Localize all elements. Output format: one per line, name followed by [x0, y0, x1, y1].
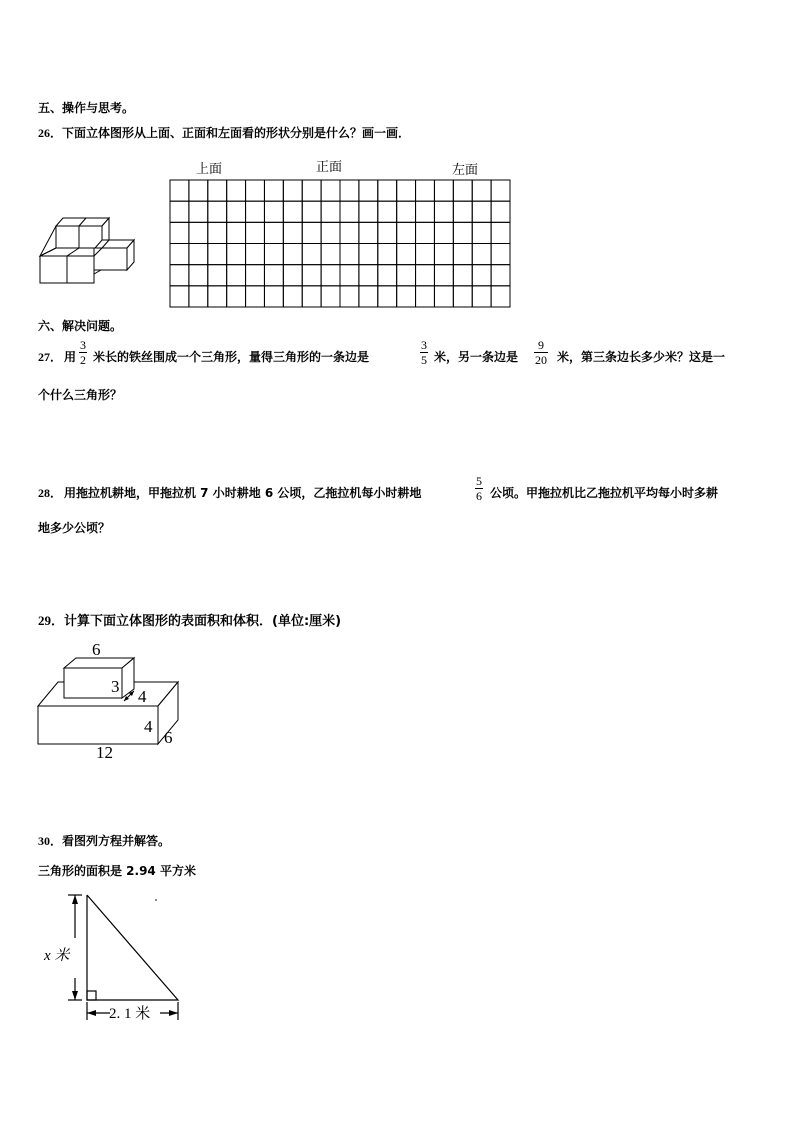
grid-cell[interactable] — [453, 201, 472, 222]
question-30 — [38, 833, 170, 849]
cube-front — [67, 256, 94, 283]
grid-cell[interactable] — [434, 222, 453, 243]
grid-cell[interactable] — [208, 244, 227, 265]
question-26 — [38, 125, 410, 141]
grid-cell[interactable] — [416, 180, 435, 201]
grid-cell[interactable] — [208, 222, 227, 243]
grid-cell[interactable] — [283, 222, 302, 243]
grid-cell[interactable] — [264, 222, 283, 243]
grid-cell[interactable] — [378, 201, 397, 222]
grid-cell[interactable] — [321, 244, 340, 265]
grid-cell[interactable] — [359, 201, 378, 222]
grid-cell[interactable] — [321, 222, 340, 243]
grid-cell[interactable] — [491, 180, 510, 201]
fraction-5-6 — [475, 475, 483, 502]
fraction-3-5 — [420, 339, 428, 366]
section-5-heading: 五、操作与思考。 — [38, 101, 135, 115]
grid-cell[interactable] — [264, 244, 283, 265]
drawing-grid[interactable] — [169, 179, 512, 309]
question-28-number: 28． — [38, 486, 63, 500]
grid-cell[interactable] — [189, 201, 208, 222]
grid-cell[interactable] — [208, 286, 227, 307]
grid-cell[interactable] — [283, 244, 302, 265]
grid-cell[interactable] — [359, 244, 378, 265]
grid-cell[interactable] — [416, 286, 435, 307]
grid-cell[interactable] — [359, 286, 378, 307]
grid-cell[interactable] — [397, 286, 416, 307]
grid-cell[interactable] — [434, 180, 453, 201]
grid-cell[interactable] — [246, 180, 265, 201]
grid-cell[interactable] — [189, 244, 208, 265]
fraction-numerator: 9 — [538, 338, 544, 352]
grid-cell[interactable] — [283, 201, 302, 222]
grid-cell[interactable] — [227, 201, 246, 222]
grid-cell[interactable] — [397, 201, 416, 222]
grid-cell[interactable] — [170, 201, 189, 222]
grid-cell[interactable] — [283, 286, 302, 307]
grid-cell[interactable] — [472, 201, 491, 222]
grid-cell[interactable] — [170, 244, 189, 265]
fraction-numerator: 5 — [476, 474, 482, 488]
grid-cell[interactable] — [453, 265, 472, 286]
grid-cell[interactable] — [491, 222, 510, 243]
grid-cell[interactable] — [453, 286, 472, 307]
question-28 — [38, 474, 778, 505]
grid-cell[interactable] — [434, 265, 453, 286]
grid-cell[interactable] — [472, 286, 491, 307]
grid-cell[interactable] — [246, 286, 265, 307]
grid-label-top: 上面 — [196, 162, 223, 177]
grid-cell[interactable] — [302, 244, 321, 265]
fraction-denominator: 20 — [535, 353, 547, 367]
dim-top-width: 4 — [138, 687, 147, 706]
grid-cell[interactable] — [434, 244, 453, 265]
grid-cell[interactable] — [227, 265, 246, 286]
question-26-number: 26． — [38, 126, 63, 140]
grid-cell[interactable] — [264, 265, 283, 286]
grid-cell[interactable] — [397, 222, 416, 243]
grid-cell[interactable] — [472, 180, 491, 201]
grid-cell[interactable] — [434, 286, 453, 307]
grid-cell[interactable] — [340, 222, 359, 243]
grid-cell[interactable] — [264, 286, 283, 307]
grid-cell[interactable] — [283, 180, 302, 201]
grid-cell[interactable] — [340, 286, 359, 307]
cube-front — [40, 256, 67, 283]
grid-cell[interactable] — [491, 265, 510, 286]
grid-cell[interactable] — [302, 286, 321, 307]
grid-cell[interactable] — [246, 222, 265, 243]
grid-cell[interactable] — [340, 244, 359, 265]
grid-cell[interactable] — [453, 180, 472, 201]
section-6-heading: 六、解决问题。 — [38, 319, 123, 333]
question-28-text-1: 用拖拉机耕地，甲拖拉机 7 小时耕地 6 公顷，乙拖拉机每小时耕地 — [64, 486, 422, 500]
fraction-denominator: 6 — [476, 489, 482, 503]
grid-cell[interactable] — [472, 265, 491, 286]
grid-cell[interactable] — [416, 201, 435, 222]
grid-cell[interactable] — [246, 265, 265, 286]
question-26-text: 下面立体图形从上面、正面和左面看的形状分别是什么？画一画． — [62, 126, 411, 140]
dim-base-width: 6 — [164, 728, 173, 747]
base-front-face — [38, 706, 158, 744]
question-29-text: 计算下面立体图形的表面积和体积．(单位:厘米) — [64, 614, 342, 629]
grid-cell[interactable] — [397, 180, 416, 201]
grid-cell[interactable] — [302, 180, 321, 201]
grid-cell[interactable] — [283, 265, 302, 286]
grid-cell[interactable] — [416, 265, 435, 286]
grid-cell[interactable] — [453, 222, 472, 243]
grid-cell[interactable] — [416, 222, 435, 243]
grid-cell[interactable] — [170, 265, 189, 286]
grid-cell[interactable] — [359, 222, 378, 243]
question-29-number: 29． — [38, 613, 65, 628]
grid-cell[interactable] — [472, 244, 491, 265]
question-29 — [38, 613, 341, 630]
grid-cell[interactable] — [302, 222, 321, 243]
grid-cell[interactable] — [208, 201, 227, 222]
grid-cell[interactable] — [321, 286, 340, 307]
fraction-numerator: 3 — [80, 338, 86, 352]
grid-cell[interactable] — [189, 180, 208, 201]
grid-cell[interactable] — [227, 244, 246, 265]
triangle-outline — [87, 895, 178, 1000]
grid-cell[interactable] — [453, 244, 472, 265]
grid-cell[interactable] — [321, 265, 340, 286]
grid-cell[interactable] — [378, 180, 397, 201]
grid-cell[interactable] — [189, 222, 208, 243]
grid-cell[interactable] — [340, 265, 359, 286]
grid-cell[interactable] — [378, 286, 397, 307]
fraction-3-2 — [79, 339, 87, 366]
grid-cell[interactable] — [359, 265, 378, 286]
grid-cell[interactable] — [246, 244, 265, 265]
stacked-cuboid-figure — [36, 638, 186, 764]
grid-label-front: 正面 — [316, 160, 343, 175]
dim-top-length: 6 — [92, 640, 101, 659]
grid-cell[interactable] — [397, 265, 416, 286]
grid-cell[interactable] — [491, 286, 510, 307]
question-27-number: 27． — [38, 350, 63, 364]
grid-cell[interactable] — [170, 286, 189, 307]
grid-cell[interactable] — [170, 180, 189, 201]
grid-cell[interactable] — [264, 201, 283, 222]
grid-cell[interactable] — [189, 286, 208, 307]
grid-cell[interactable] — [227, 180, 246, 201]
cube-stack-figure — [36, 212, 136, 288]
grid-cell[interactable] — [302, 265, 321, 286]
grid-cell[interactable] — [378, 244, 397, 265]
grid-cell[interactable] — [416, 244, 435, 265]
grid-cell[interactable] — [321, 180, 340, 201]
fraction-numerator: 3 — [421, 338, 427, 352]
grid-cell[interactable] — [170, 222, 189, 243]
grid-cell[interactable] — [472, 222, 491, 243]
base-label: 2. 1 米 — [109, 1006, 151, 1022]
grid-cell[interactable] — [359, 180, 378, 201]
grid-cell[interactable] — [189, 265, 208, 286]
grid-cell[interactable] — [208, 180, 227, 201]
grid-cell[interactable] — [227, 222, 246, 243]
grid-cell[interactable] — [378, 265, 397, 286]
grid-label-left: 左面 — [452, 163, 479, 178]
grid-cell[interactable] — [434, 201, 453, 222]
right-angle-marker — [87, 991, 96, 1000]
question-28-text-2: 公顷。甲拖拉机比乙拖拉机平均每小时多耕 — [490, 486, 719, 500]
question-28-line-2: 地多少公顷？ — [38, 521, 111, 535]
question-30-text: 看图列方程并解答。 — [62, 834, 171, 848]
right-triangle-figure — [38, 890, 198, 1026]
question-30-number: 30． — [38, 834, 63, 848]
grid-cell[interactable] — [378, 222, 397, 243]
fraction-denominator: 2 — [80, 353, 86, 367]
question-27-line-2: 个什么三角形？ — [38, 388, 123, 402]
grid-cell[interactable] — [491, 201, 510, 222]
question-30-subtext: 三角形的面积是 2.94 平方米 — [38, 864, 196, 878]
dim-top-height: 3 — [111, 677, 120, 696]
grid-cell[interactable] — [208, 265, 227, 286]
grid-cell[interactable] — [340, 201, 359, 222]
grid-cell[interactable] — [227, 286, 246, 307]
grid-cell[interactable] — [246, 201, 265, 222]
question-27-text-1: 用 — [64, 350, 77, 364]
grid-cell[interactable] — [340, 180, 359, 201]
dim-base-length: 12 — [96, 743, 113, 762]
grid-cell[interactable] — [397, 244, 416, 265]
question-27-text-4: 米，第三条边长多少米？这是一 — [557, 350, 726, 364]
grid-cell[interactable] — [264, 180, 283, 201]
question-27-text-2: 米长的铁丝围成一个三角形，量得三角形的一条边是 — [93, 350, 370, 364]
grid-cell[interactable] — [302, 201, 321, 222]
question-27-text-3: 米，另一条边是 — [434, 350, 519, 364]
height-label: x 米 — [44, 948, 70, 964]
grid-cell[interactable] — [491, 244, 510, 265]
fraction-denominator: 5 — [421, 353, 427, 367]
grid-cell[interactable] — [321, 201, 340, 222]
cube-front — [56, 226, 79, 248]
dim-base-height: 4 — [144, 717, 153, 736]
question-27 — [38, 338, 778, 369]
fraction-9-20 — [534, 339, 548, 366]
